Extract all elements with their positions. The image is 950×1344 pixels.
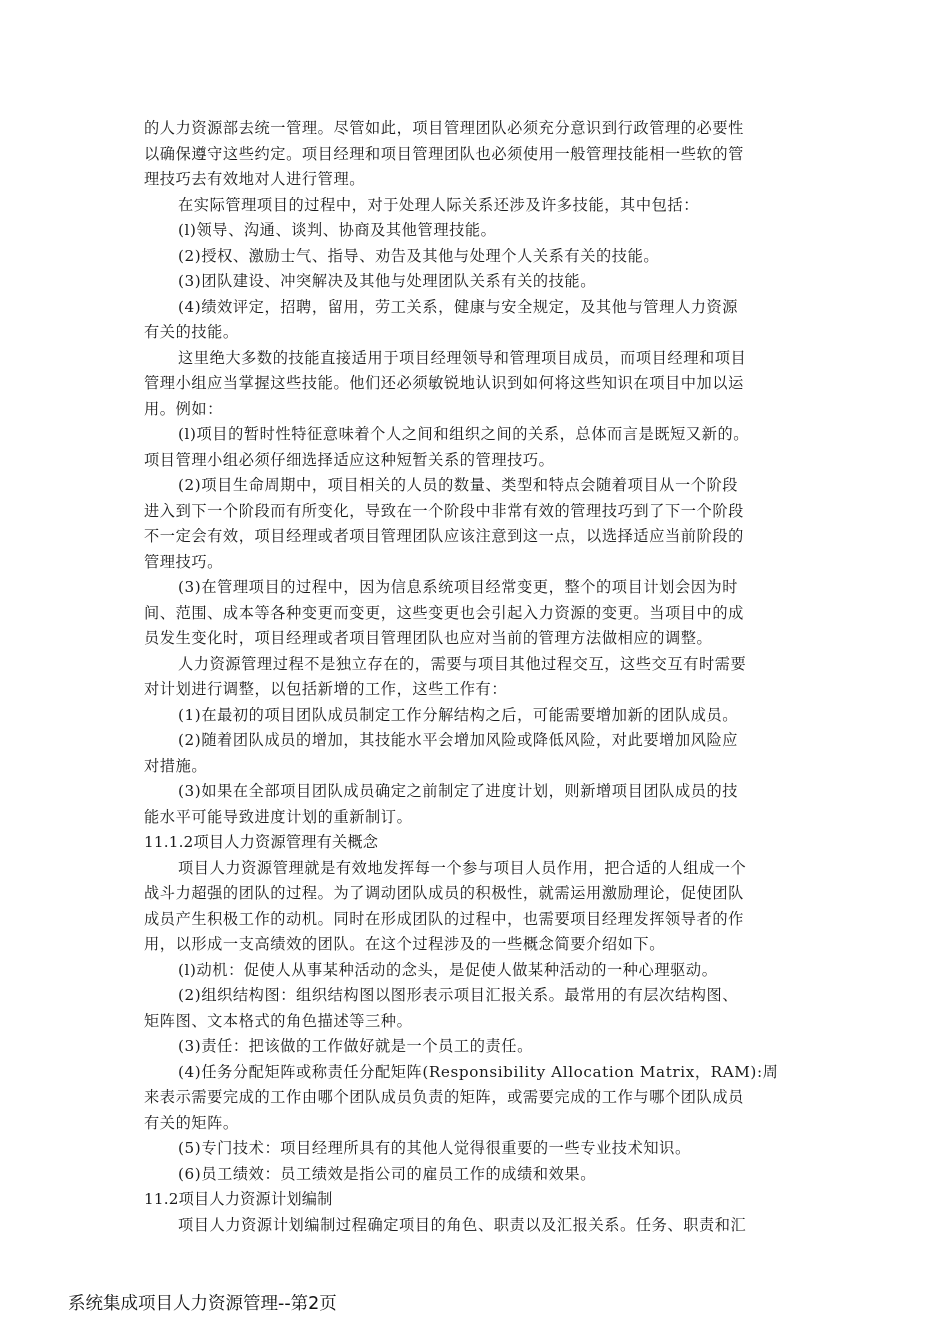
section-heading: 11.1.2项目人力资源管理有关概念 xyxy=(144,833,379,851)
text-line: (2)授权、激励士气、指导、劝告及其他与处理个人关系有关的技能。 xyxy=(178,246,660,265)
text-line: 进入到下一个阶段而有所变化，导致在一个阶段中非常有效的管理技巧到了下一个阶段 xyxy=(144,501,744,520)
text-line: 项目人力资源计划编制过程确定项目的角色、职责以及汇报关系。任务、职责和汇 xyxy=(178,1215,747,1234)
section-heading: 11.2项目人力资源计划编制 xyxy=(144,1190,333,1208)
text-line: 管理技巧。 xyxy=(144,552,223,571)
text-line: 不一定会有效，项目经理或者项目管理团队应该注意到这一点，以选择适应当前阶段的 xyxy=(144,527,744,545)
text-line: (2)随着团队成员的增加，其技能水平会增加风险或降低风险，对此要增加风险应 xyxy=(178,731,739,749)
text-line: 在实际管理项目的过程中，对于处理人际关系还涉及许多技能，其中包括： xyxy=(178,195,699,214)
text-line: 这里绝大多数的技能直接适用于项目经理领导和管理项目成员，而项目经理和项目 xyxy=(178,348,747,367)
text-line: (3)如果在全部项目团队成员确定之前制定了进度计划，则新增项目团队成员的技 xyxy=(178,782,739,800)
text-line: 员发生变化时，项目经理或者项目管理团队也应对当前的管理方法做相应的调整。 xyxy=(144,629,713,647)
text-line: (2)项目生命周期中，项目相关的人员的数量、类型和特点会随着项目从一个阶段 xyxy=(178,476,739,494)
text-line: 的人力资源部去统一管理。尽管如此，项目管理团队必须充分意识到行政管理的必要性 xyxy=(144,119,744,137)
text-line: 对措施。 xyxy=(144,756,208,775)
text-line: 能水平可能导致进度计划的重新制订。 xyxy=(144,807,413,826)
text-line: 项目管理小组必须仔细选择适应这种短暂关系的管理技巧。 xyxy=(144,450,555,469)
text-line: 用。例如： xyxy=(144,399,223,418)
text-line: (2)组织结构图：组织结构图以图形表示项目汇报关系。最常用的有层次结构图、 xyxy=(178,986,739,1004)
text-line: 成员产生积极工作的动机。同时在形成团队的过程中，也需要项目经理发挥领导者的作 xyxy=(144,909,744,928)
text-line: 有关的技能。 xyxy=(144,323,239,341)
text-line: 对计划进行调整，以包括新增的工作，这些工作有： xyxy=(144,680,508,698)
text-line: (3)团队建设、冲突解决及其他与处理团队关系有关的技能。 xyxy=(178,272,597,290)
text-line: 战斗力超强的团队的过程。为了调动团队成员的积极性，就需运用激励理论，促使团队 xyxy=(144,884,744,902)
text-line: 矩阵图、文本格式的角色描述等三种。 xyxy=(144,1011,413,1030)
text-line: (4)绩效评定，招聘，留用，劳工关系，健康与安全规定，及其他与管理人力资源 xyxy=(178,297,739,316)
text-line: (4)任务分配矩阵或称责任分配矩阵(Responsibility Allocation Matrix，RAM):周 xyxy=(178,1062,779,1081)
text-line: (l)动机：促使人从事某种活动的念头，是促使人做某种活动的一种心理驱动。 xyxy=(178,960,718,979)
text-line: 以确保遵守这些约定。项目经理和项目管理团队也必须使用一般管理技能相一些软的管 xyxy=(144,144,744,163)
text-line: 人力资源管理过程不是独立存在的，需要与项目其他过程交互，这些交互有时需要 xyxy=(178,654,747,673)
text-line: 间、范围、成本等各种变更而变更，这些变更也会引起入力资源的变更。当项目中的成 xyxy=(144,603,744,622)
text-line: 理技巧去有效地对人进行管理。 xyxy=(144,170,366,188)
text-line: 用，以形成一支高绩效的团队。在这个过程涉及的一些概念简要介绍如下。 xyxy=(144,935,665,953)
text-line: 项目人力资源管理就是有效地发挥每一个参与项目人员作用，把合适的人组成一个 xyxy=(178,858,747,877)
text-line: (3)在管理项目的过程中，因为信息系统项目经常变更，整个的项目计划会因为时 xyxy=(178,578,739,596)
text-line: 来表示需要完成的工作由哪个团队成员负责的矩阵，或需要完成的工作与哪个团队成员 xyxy=(144,1088,744,1106)
text-line: (l)领导、沟通、谈判、协商及其他管理技能。 xyxy=(178,221,497,239)
text-line: 管理小组应当掌握这些技能。他们还必须敏锐地认识到如何将这些知识在项目中加以运 xyxy=(144,374,744,392)
text-line: (1)在最初的项目团队成员制定工作分解结构之后，可能需要增加新的团队成员。 xyxy=(178,705,739,724)
text-line: (l)项目的暂时性特征意味着个人之间和组织之间的关系，总体而言是既短又新的。 xyxy=(178,425,750,443)
text-line: (3)责任：把该做的工作做好就是一个员工的责任。 xyxy=(178,1037,533,1055)
text-line: (5)专门技术：项目经理所具有的其他人觉得很重要的一些专业技术知识。 xyxy=(178,1139,691,1157)
page-footer: 系统集成项目人力资源管理--第2页 xyxy=(68,1294,337,1314)
document-body xyxy=(144,116,784,1238)
text-line: 有关的矩阵。 xyxy=(144,1113,239,1132)
text-line: (6)员工绩效：员工绩效是指公司的雇员工作的成绩和效果。 xyxy=(178,1164,597,1183)
